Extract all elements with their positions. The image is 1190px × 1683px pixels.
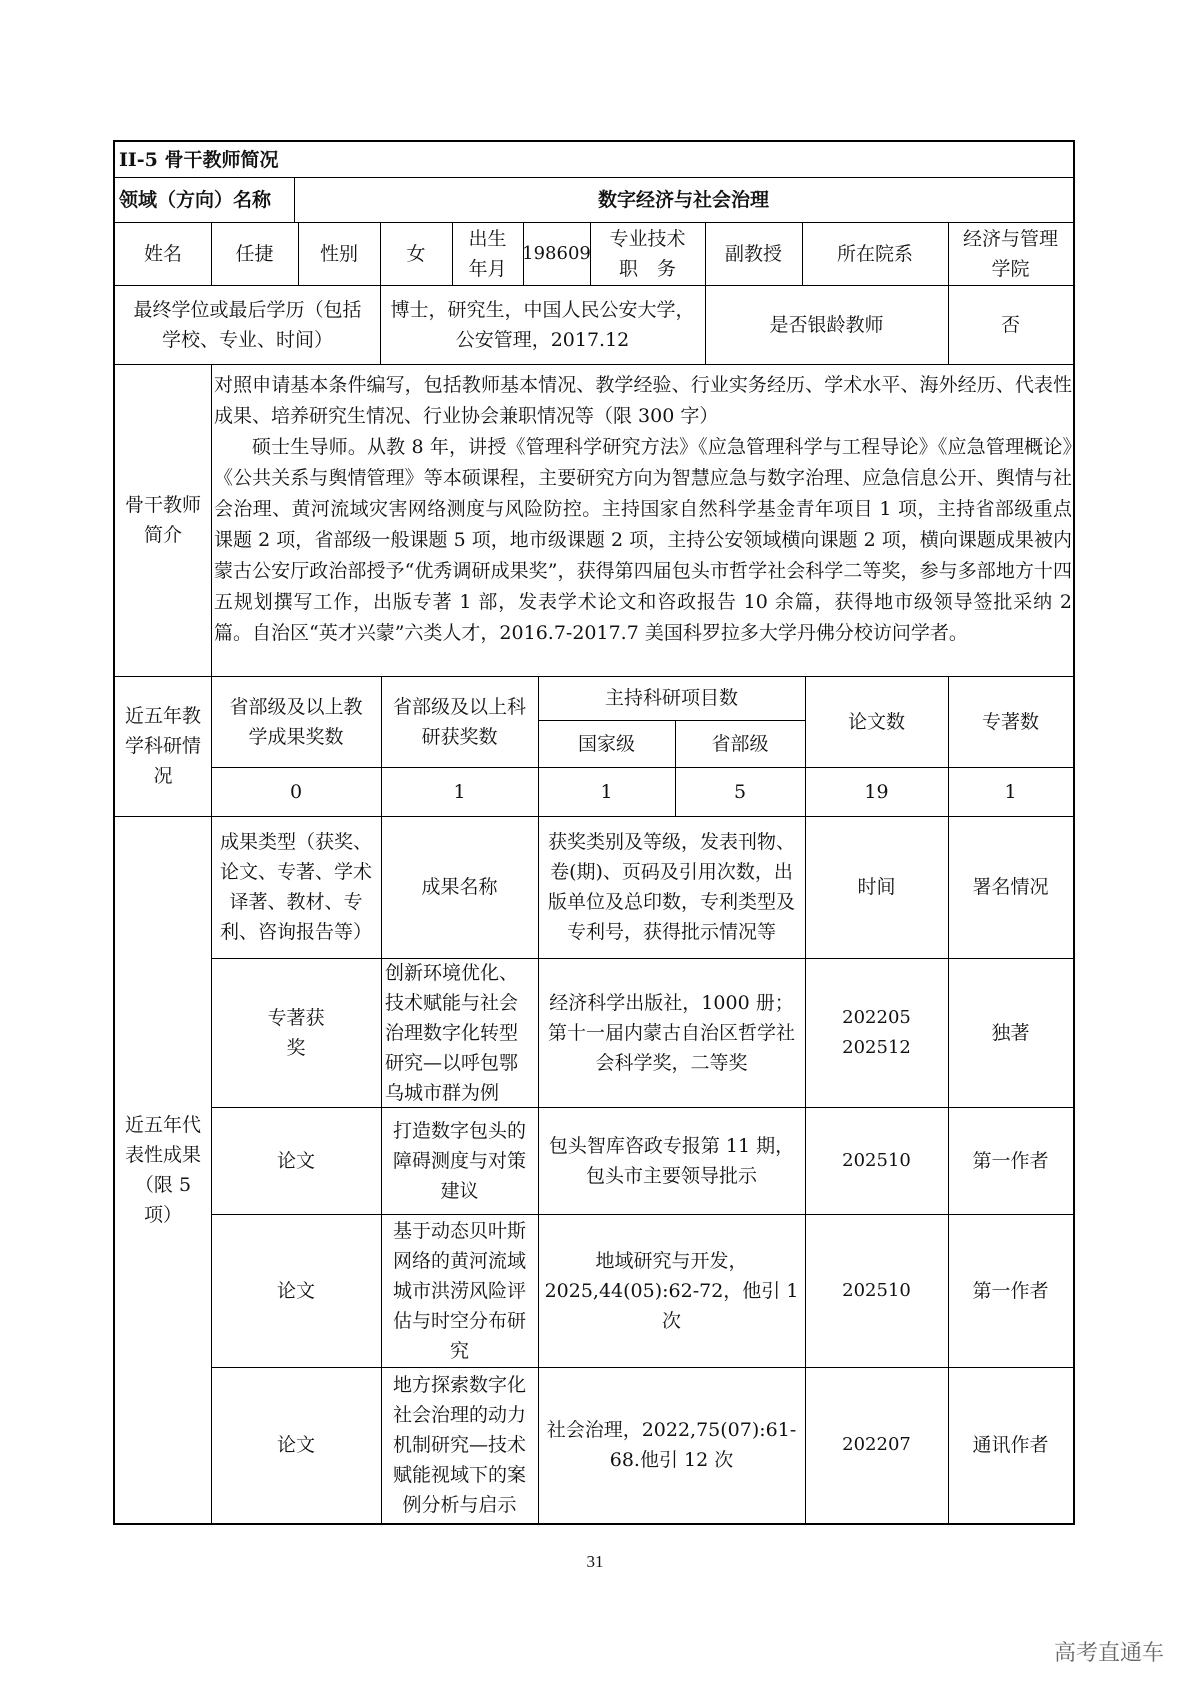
achievement-time: 202205 202512: [842, 1006, 911, 1058]
teach-award-label: 省部级及以上教学成果奖数: [229, 695, 363, 748]
watermark: 高考直通车: [1053, 1641, 1164, 1666]
degree-label: 最终学位或最后学历（包括学校、专业、时间）: [133, 298, 362, 351]
title-value: 副教授: [724, 242, 782, 265]
section-title: II-5 骨干教师简况: [119, 148, 279, 171]
achievement-detail: 包头智库咨政专报第 11 期，包头市主要领导批示: [548, 1134, 795, 1187]
intro-body: [212, 370, 1074, 649]
books-count: 1: [1004, 780, 1017, 803]
dept-value: 经济与管理学院: [962, 227, 1058, 280]
research-award-label: 省部级及以上科研获奖数: [392, 695, 526, 748]
provincial-count: 5: [733, 780, 747, 803]
intro-text: 硕士生导师。从教 8 年，讲授《管理科学研究方法》《应急管理科学与工程导论》《应急管理概论》《公共关系与舆情管理》等本硕课程，主要研究方向为智慧应急与数字治理、应急信息公开、舆情与社会治理、黄河流域灾害网络测度与风险防控。主持国家自然科学基金青年项目 1 项，主持省部级重点课题 2 项，省部级一般课题 5 项，地市级课题 2 项，主持公安领域横向课题 2 项，横向课题成果被内蒙古公安厅政治部授予“优秀调研成果奖”，获得第四届包头市哲学社会科学二等奖，参与多部地方十四五规划撰写工作，出版专著 1 部，发表学术论文和咨政报告 10 余篇，获得地市级领导签批采纳 2 篇。自治区“英才兴蒙”六类人才，2016.7-2017.7 美国科罗拉多大学丹佛分校访问学者。: [214, 436, 1072, 644]
header-name: 成果名称: [421, 876, 498, 898]
field-value: 数字经济与社会治理: [597, 188, 769, 211]
achievement-name: 打造数字包头的障碍测度与对策建议: [392, 1119, 526, 1202]
achievement-author: 独著: [991, 1021, 1030, 1044]
field-label: 领域（方向）名称: [119, 188, 272, 211]
achievement-name: 地方探索数字化社会治理的动力机制研究—技术赋能视域下的案例分析与启示: [392, 1374, 526, 1516]
achievement-author: 通讯作者: [972, 1434, 1049, 1456]
birth-value: 198609: [522, 242, 591, 264]
achievement-author: 第一作者: [972, 1279, 1049, 1302]
header-author: 署名情况: [972, 876, 1049, 898]
stats-label: 近五年教学科研情况: [124, 705, 201, 787]
national-count: 1: [600, 780, 613, 803]
header-detail: 获奖类别及等级，发表刊物、卷(期)、页码及引用次数，出版单位及总印数，专利类型及专利号，获得批示情况等: [547, 831, 795, 943]
provincial-label: 省部级: [711, 732, 769, 755]
teach-award-count: 0: [289, 780, 303, 803]
birth-label: 出生年月: [468, 227, 507, 280]
achievement-author: 第一作者: [972, 1149, 1049, 1172]
achievement-time: 202510: [842, 1149, 911, 1171]
achievement-detail: 地域研究与开发，2025,44(05):62-72，他引 1 次: [544, 1249, 799, 1332]
books-label: 专著数: [981, 710, 1039, 733]
page-number: 31: [586, 1552, 604, 1571]
achievement-time: 202510: [842, 1279, 911, 1301]
silver-teacher-value: 否: [1000, 313, 1020, 336]
name-value: 任捷: [235, 242, 274, 265]
header-time: 时间: [857, 876, 896, 898]
intro-label: 骨干教师简介: [124, 494, 201, 546]
achievement-detail: 社会治理，2022,75(07):61-68.他引 12 次: [546, 1419, 797, 1471]
papers-count: 19: [864, 780, 889, 803]
teacher-profile-table: [113, 140, 1075, 1525]
achievements-label: 近五年代表性成果（限 5 项）: [124, 1113, 201, 1226]
projects-label: 主持科研项目数: [604, 687, 738, 709]
gender-value: 女: [406, 242, 426, 265]
gender-label: 性别: [319, 242, 358, 265]
achievement-name: 创新环境优化、技术赋能与社会治理数字化转型研究—以呼包鄂乌城市群为例: [385, 961, 519, 1104]
title-label: 专业技术职 务: [609, 227, 686, 280]
silver-teacher-label: 是否银龄教师: [769, 313, 884, 336]
research-award-count: 1: [453, 780, 466, 803]
dept-label: 所在院系: [836, 242, 913, 265]
achievement-type: 论文: [276, 1149, 315, 1172]
header-type: 成果类型（获奖、论文、专著、学术译著、教材、专利、咨询报告等）: [219, 831, 372, 943]
name-label: 姓名: [143, 242, 182, 265]
national-label: 国家级: [577, 732, 635, 755]
achievement-type: 论文: [276, 1434, 315, 1456]
achievement-detail: 经济科学出版社，1000 册；第十一届内蒙古自治区哲学社会科学奖，二等奖: [547, 991, 795, 1074]
papers-label: 论文数: [847, 710, 905, 733]
achievement-type: 论文: [276, 1279, 315, 1302]
degree-value: 博士，研究生，中国人民公安大学，公安管理，2017.12: [390, 298, 695, 351]
achievement-name: 基于动态贝叶斯网络的黄河流域城市洪涝风险评估与时空分布研究: [392, 1219, 526, 1362]
intro-instruction: 对照申请基本条件编写，包括教师基本情况、教学经验、行业实务经历、学术水平、海外经历、代表性成果、培养研究生情况、行业协会兼职情况等（限 300 字）: [214, 374, 1072, 427]
achievement-type: 专著获奖: [267, 1006, 325, 1059]
achievement-time: 202207: [842, 1434, 911, 1455]
